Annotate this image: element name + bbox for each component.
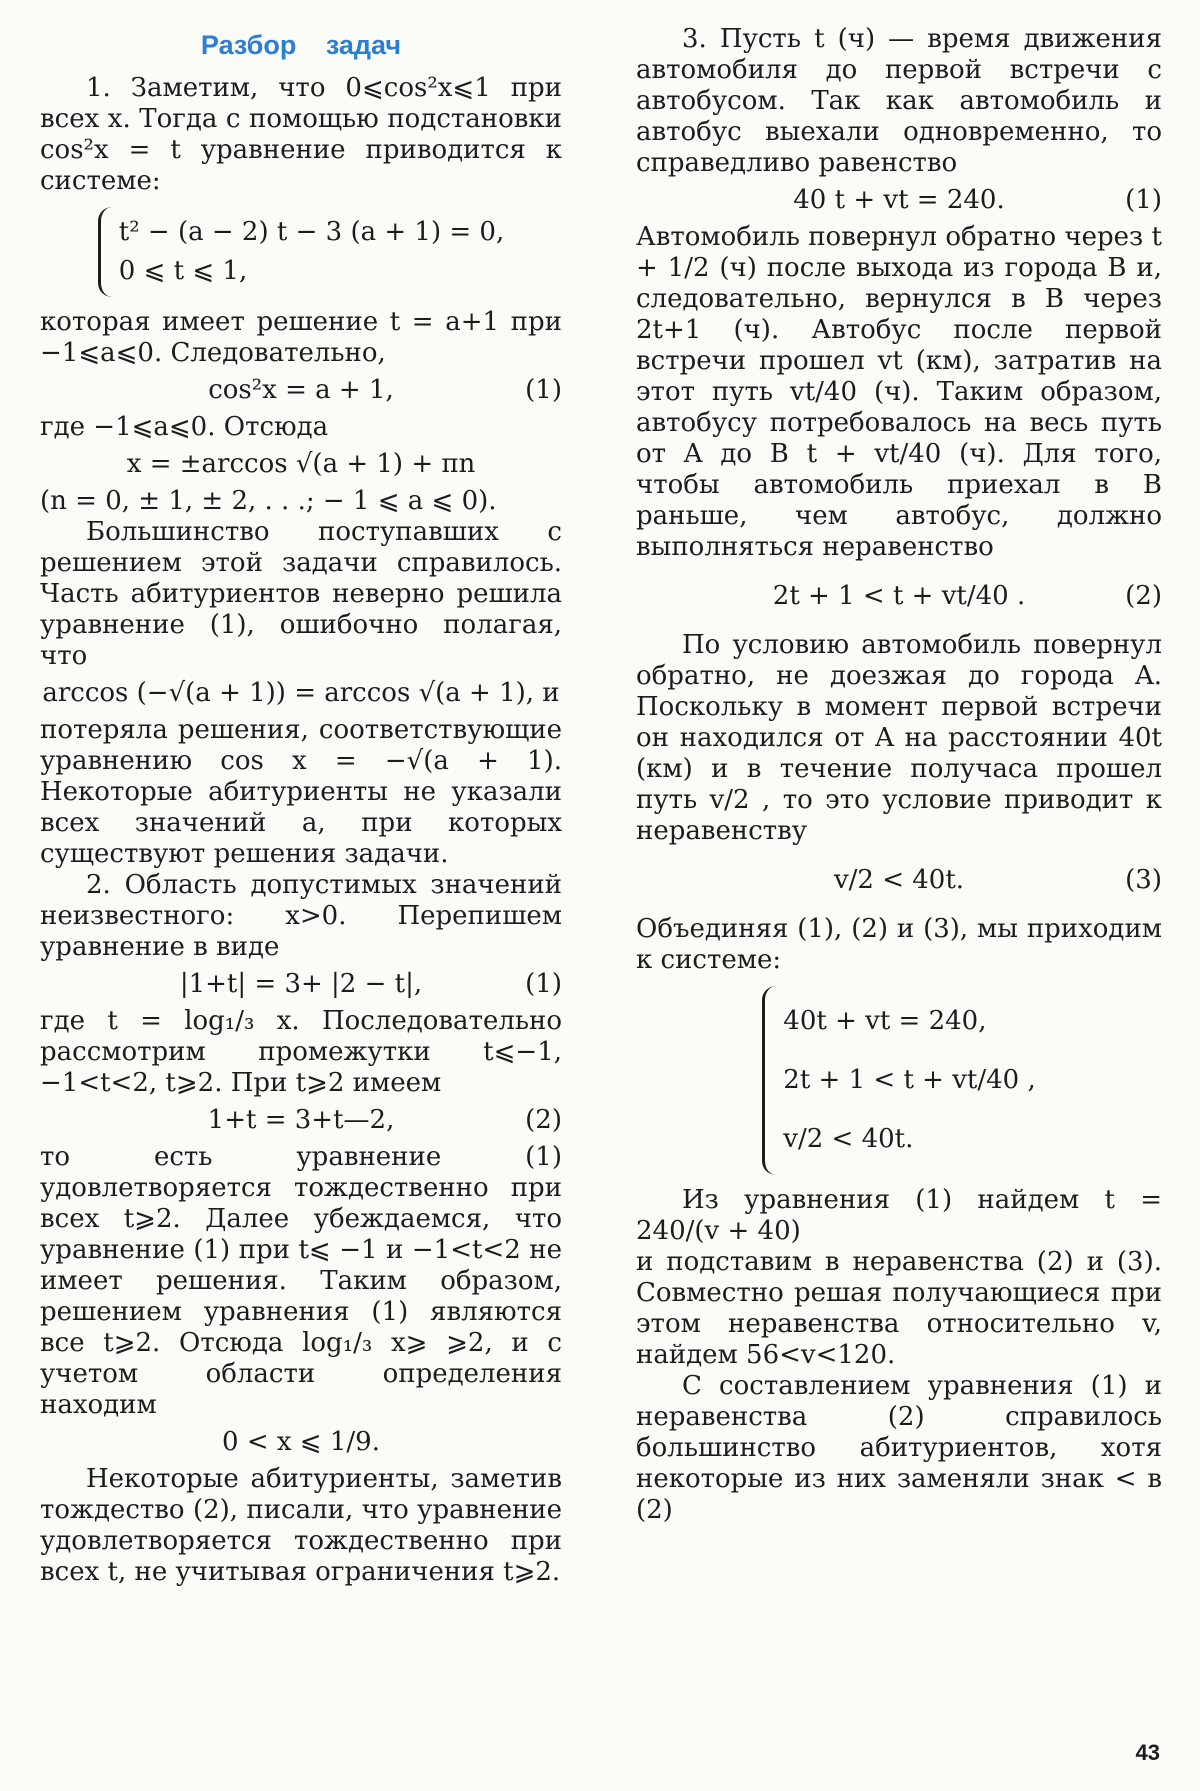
equation-body: |1+t| = 3+ |2 − t|, [179,969,423,999]
paragraph: потеряла решения, соответствующие уравнению cos x = −√(a + 1). Некоторые абитуриенты не указали всех значений a, при которых существуют решения задачи. [40,715,562,869]
paragraph: Автомобиль повернул обратно через t + 1/2 (ч) после выхода из города B и, следовательно, вернулся в B через 2t+1 (ч). Автобус после первой встречи прошел vt (км), затратив на этот путь vt/40 (ч). Таким образом, автобусу потребовалось на весь путь от A до B t + vt/40 (ч). Для того, чтобы автомобиль приехал в B раньше, чем автобус, должно выполняться неравенство [636,222,1162,562]
section-heading: Разбор задач [200,30,402,60]
paragraph: (n = 0, ± 1, ± 2, . . .; − 1 ⩽ a ⩽ 0). [40,486,497,516]
system-brace [98,207,504,297]
problem-1-intro: 1. Заметим, что 0⩽cos²x⩽1 при всех x. Тогда с помощью подстановки cos²x = t уравнение приводится к системе: [40,73,562,196]
equation-body: cos²x = a + 1, [208,375,394,405]
equation [636,179,1162,222]
equation-number: (3) [1125,865,1162,895]
paragraph: то есть уравнение (1) удовлетворяется тождественно при всех t⩾2. Далее убеждаемся, что уравнение (1) при t⩽ −1 и −1<t<2 не имеет решения. Таким образом, решением уравнения (1) являются все t⩾2. Отсюда log₁/₃ x⩾ ⩾2, и с учетом области определения находим [40,1142,562,1420]
paragraph: которая имеет решение t = a+1 при −1⩽a⩽0. Следовательно, [40,307,562,368]
problem-2-intro: 2. Область допустимых значений неизвестного: x>0. Перепишем уравнение в виде [40,870,562,962]
equation-body: 40 t + vt = 240. [793,185,1005,215]
equation-number: (1) [1125,185,1162,215]
system-row: v/2 < 40t. [783,1124,914,1154]
equation [40,1421,562,1464]
equation-body: x = ±arccos √(a + 1) + πn [126,449,476,479]
equation [40,443,562,486]
system-brace [762,986,1035,1175]
paragraph: и подставим в неравенства (2) и (3). Совместно решая получающиеся при этом неравенства относительно v, найдем 56<v<120. [636,1247,1162,1370]
paragraph: Из уравнения (1) найдем t = 240/(v + 40) [636,1185,1162,1246]
equation [40,672,562,715]
equation-body: 1+t = 3+t—2, [207,1105,395,1135]
equation [636,847,1162,914]
equation-number: (2) [1125,581,1162,611]
equation-body: 2t + 1 < t + vt/40 . [772,581,1026,611]
paragraph: Большинство поступавших с решением этой задачи справилось. Часть абитуриентов неверно решила уравнение (1), ошибочно полагая, что [40,517,562,671]
system-row: 0 ⩽ t ⩽ 1, [118,256,248,286]
left-column [40,24,562,1588]
paragraph: С составлением уравнения (1) и неравенства (2) справилось большинство абитуриентов, хотя некоторые из них заменяли знак < в (2) [636,1371,1162,1525]
system-of-equations-2 [636,986,1162,1175]
system-row: 40t + vt = 240, [783,1006,987,1036]
system-row: t² − (a − 2) t − 3 (a + 1) = 0, [118,217,505,247]
equation-body: v/2 < 40t. [833,865,965,895]
equation [40,1099,562,1142]
paragraph: Некоторые абитуриенты, заметив тождество (2), писали, что уравнение удовлетворяется тождественно при всех t, не учитывая ограничения t⩾2. [40,1464,562,1587]
paragraph: По условию автомобиль повернул обратно, не доезжая до города A. Поскольку в момент первой встречи он находился от A на расстоянии 40t (км) и в течение получаса прошел путь v/2 , то это условие приводит к неравенству [636,630,1162,846]
paragraph: где t = log₁/₃ x. Последовательно рассмотрим промежутки t⩽−1, −1<t<2, t⩾2. При t⩾2 имеем [40,1006,562,1098]
equation-body: 0 < x ⩽ 1/9. [222,1427,380,1457]
page-number: 43 [1135,1740,1160,1765]
equation [636,563,1162,630]
equation [40,369,562,412]
right-column [636,24,1162,1526]
paragraph: где −1⩽a⩽0. Отсюда [40,412,329,442]
system-of-equations-1 [40,207,562,297]
equation-number: (1) [525,969,562,999]
problem-3-intro: 3. Пусть t (ч) — время движения автомобиля до первой встречи с автобусом. Так как автомобиль и автобус выехали одновременно, то справедливо равенство [636,24,1162,178]
equation-number: (2) [525,1105,562,1135]
equation [40,963,562,1006]
equation-number: (1) [525,375,562,405]
system-row: 2t + 1 < t + vt/40 , [783,1065,1036,1095]
equation-body: arccos (−√(a + 1)) = arccos √(a + 1), и [42,678,560,708]
paragraph: Объединяя (1), (2) и (3), мы приходим к системе: [636,914,1162,975]
